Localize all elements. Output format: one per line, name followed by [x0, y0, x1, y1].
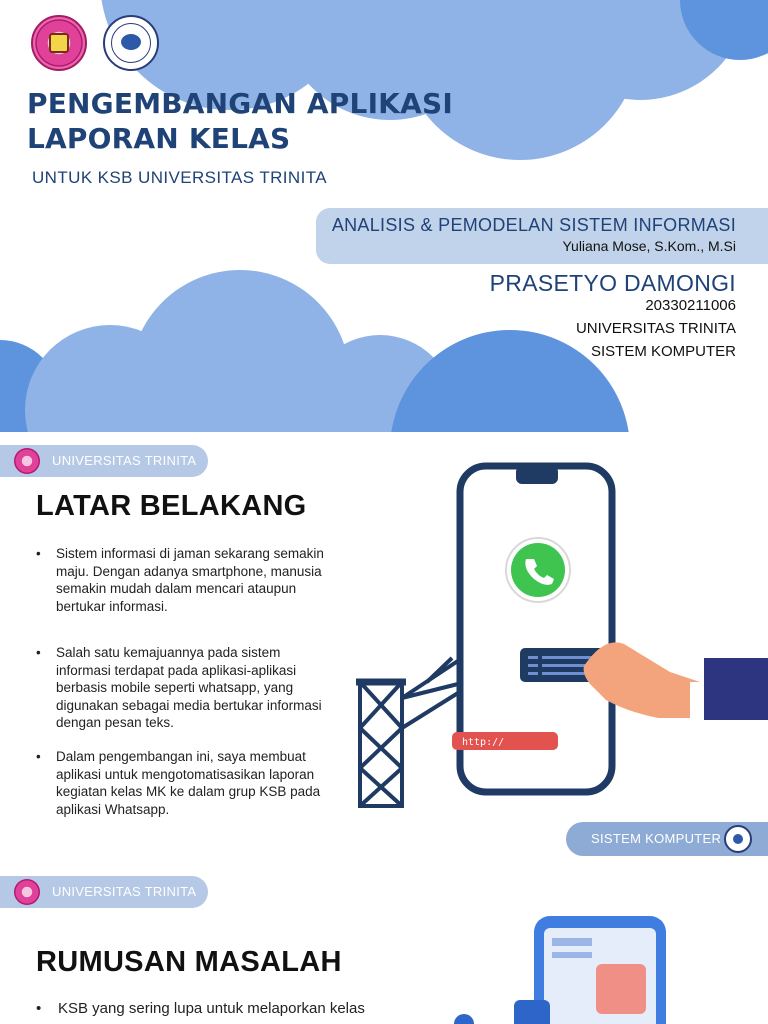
department-logo — [103, 15, 159, 71]
bullet-text: • Sistem informasi di jaman sekarang semakin maju. Dengan adanya smartphone, manusia semakin mudah dalam mencari ataupun bertukar informasi. — [36, 545, 336, 615]
department-logo-small — [724, 825, 752, 853]
background-slide — [0, 432, 768, 864]
tablet-illustration — [440, 904, 768, 1024]
department-tag-label: SISTEM KOMPUTER — [591, 831, 722, 846]
department-tag — [566, 822, 768, 856]
section-title: LATAR BELAKANG — [36, 490, 307, 522]
url-label: http:// — [462, 737, 505, 748]
bullet-text: • Salah satu kemajuannya pada sistem informasi terdapat pada aplikasi-aplikasi berbasis mobile seperti whatsapp, yang digunakan sebagai media bertukar informasi dengan pesan teks. — [36, 644, 336, 732]
university-tag — [0, 445, 208, 477]
author-name: PRASETYO DAMONGI — [489, 270, 736, 296]
university-name: UNIVERSITAS TRINITA — [575, 320, 736, 337]
problem-slide — [0, 864, 768, 1024]
section-title: RUMUSAN MASALAH — [36, 946, 342, 978]
lecturer-name: Yuliana Mose, S.Kom., M.Si — [562, 238, 736, 254]
bullet-text: • KSB yang sering lupa untuk melaporkan kelas — [36, 999, 416, 1018]
student-id: 20330211006 — [645, 297, 736, 314]
whatsapp-icon — [506, 538, 570, 602]
university-logo — [31, 15, 87, 71]
phone-illustration — [352, 460, 768, 810]
department-name: SISTEM KOMPUTER — [590, 343, 736, 360]
bullet-list-item — [36, 999, 416, 1018]
university-tag-label: UNIVERSITAS TRINITA — [52, 453, 197, 468]
title-line-2: LAPORAN KELAS — [27, 122, 291, 155]
presentation-subtitle: UNTUK KSB UNIVERSITAS TRINITA — [32, 168, 327, 187]
title-line-1: PENGEMBANGAN APLIKASI — [27, 87, 453, 120]
bullet-list-item — [36, 545, 336, 615]
course-name: ANALISIS & PEMODELAN SISTEM INFORMASI — [331, 215, 736, 235]
title-slide — [0, 0, 768, 432]
university-tag-label: UNIVERSITAS TRINITA — [52, 884, 197, 899]
bullet-list-item — [36, 644, 336, 732]
presentation-title — [27, 86, 497, 156]
university-logo-small — [14, 879, 40, 905]
bullet-text: • Dalam pengembangan ini, saya membuat aplikasi untuk mengotomatisasikan laporan kegiatan kelas MK ke dalam grup KSB pada aplikasi Whatsapp. — [36, 748, 336, 818]
bullet-list-item — [36, 748, 336, 818]
university-logo-small — [14, 448, 40, 474]
university-tag — [0, 876, 208, 908]
